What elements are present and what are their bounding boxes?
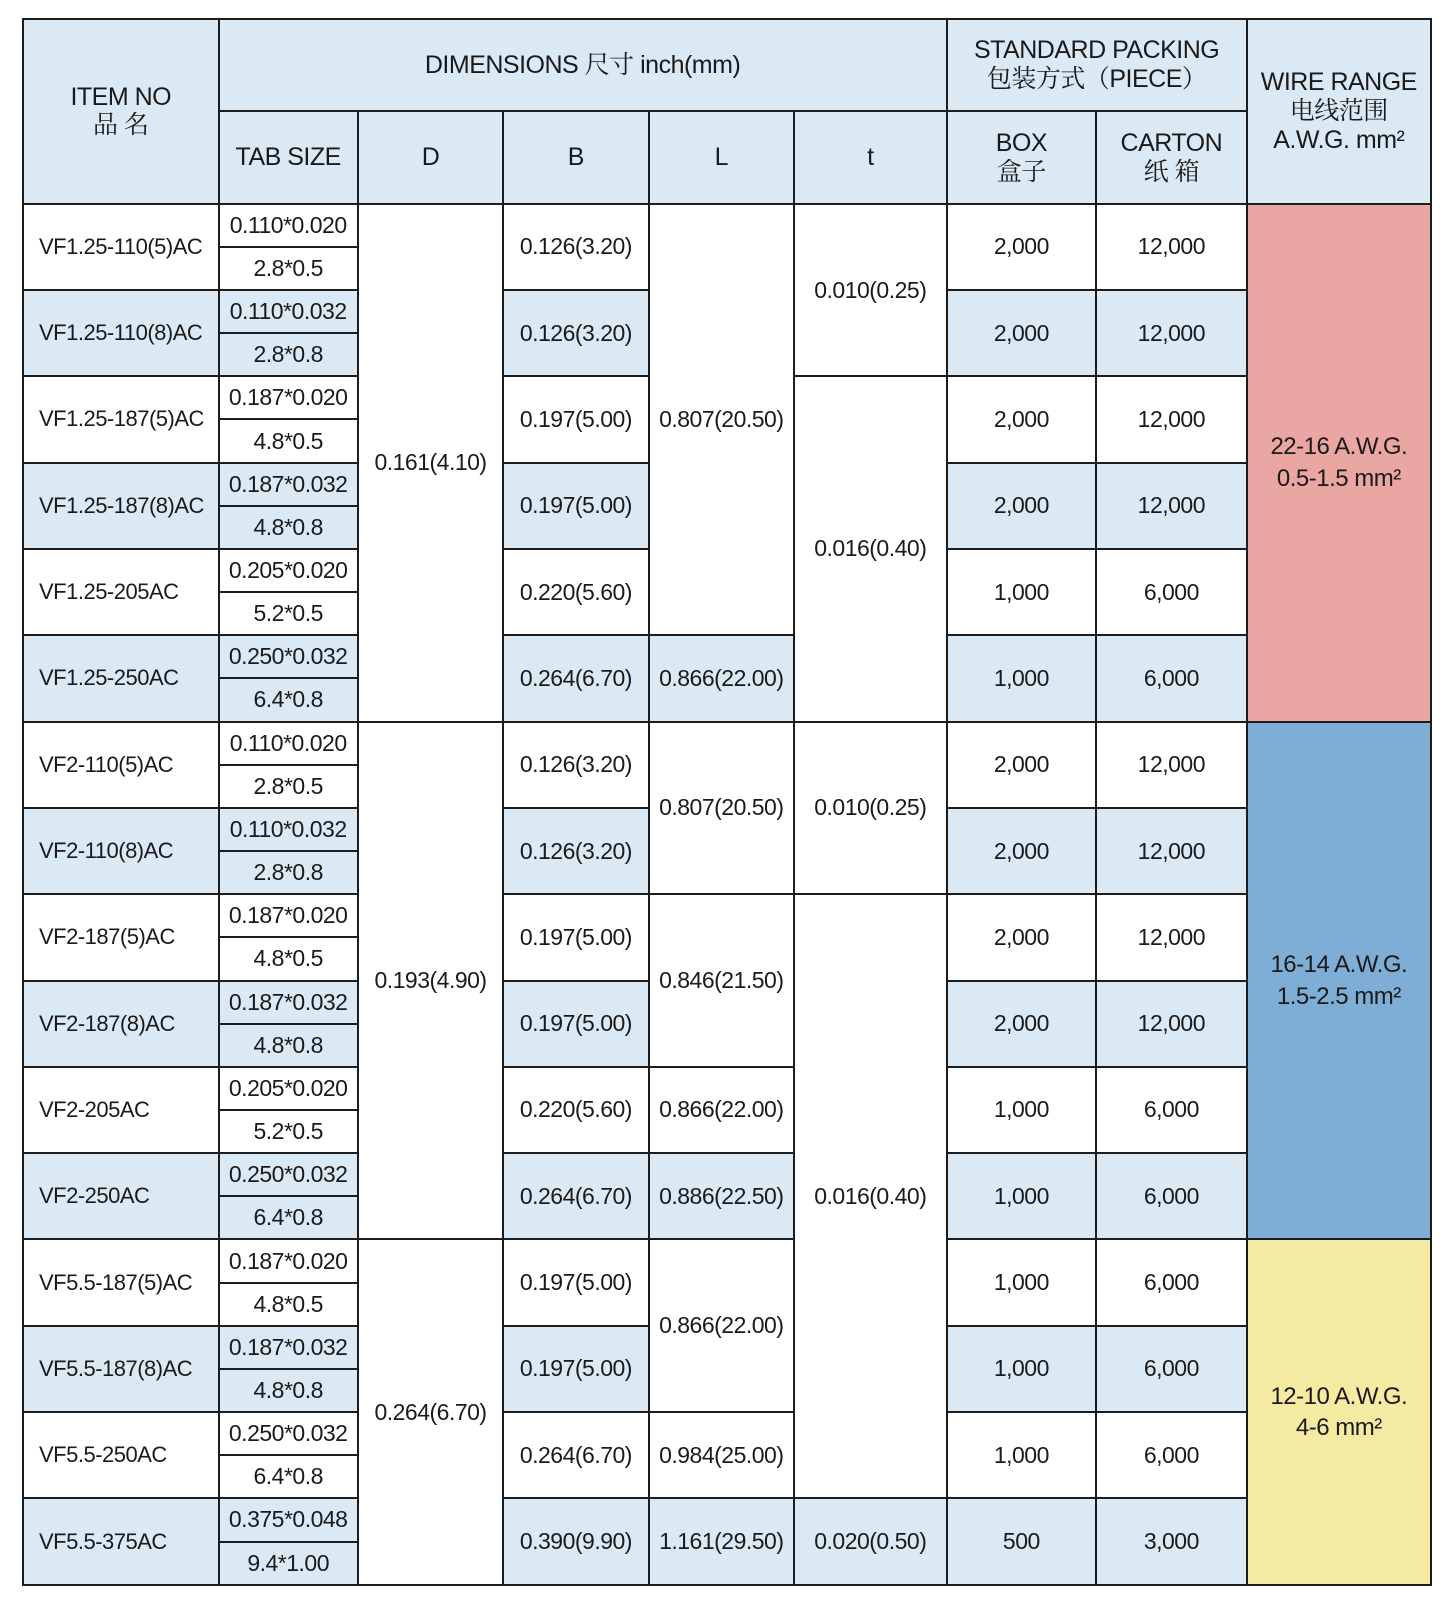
- l-cell: 0.984(25.00): [649, 1412, 794, 1498]
- table-row: [23, 894, 1431, 937]
- item-no-header: [23, 19, 219, 204]
- b-cell: 0.126(3.20): [503, 808, 648, 894]
- wire-range-awg: 16-14 A.W.G.: [1270, 951, 1408, 979]
- tab-size-mm-cell: 5.2*0.5: [219, 592, 358, 635]
- carton-cell: 6,000: [1096, 1326, 1247, 1412]
- item-no-cell: VF1.25-110(5)AC: [23, 204, 219, 290]
- table-row: [23, 1239, 1431, 1282]
- tab-size-inch-cell: 0.187*0.020: [219, 376, 358, 419]
- table-row: [23, 1412, 1431, 1455]
- wire-range-header: [1247, 19, 1431, 204]
- item-no-cell: VF5.5-187(8)AC: [23, 1326, 219, 1412]
- wire-range-cell: [1247, 204, 1431, 722]
- tab-size-mm-cell: 6.4*0.8: [219, 678, 358, 721]
- box-cn-label: 盒子: [996, 157, 1046, 186]
- tab-size-mm-cell: 4.8*0.5: [219, 937, 358, 980]
- item-no-cell: VF2-110(5)AC: [23, 722, 219, 808]
- table-row: [23, 1067, 1431, 1110]
- standard-packing-label: STANDARD PACKING: [973, 36, 1220, 65]
- l-cell: 0.846(21.50): [649, 894, 794, 1067]
- tab-size-mm-cell: 5.2*0.5: [219, 1110, 358, 1153]
- l-cell: 0.866(22.00): [649, 1067, 794, 1153]
- wire-range-awg: 12-10 A.W.G.: [1270, 1383, 1408, 1411]
- box-cell: 2,000: [947, 290, 1096, 376]
- tab-size-mm-cell: 6.4*0.8: [219, 1196, 358, 1239]
- t-cell: 0.010(0.25): [794, 722, 947, 895]
- box-label: BOX: [995, 128, 1047, 157]
- t-cell: 0.016(0.40): [794, 376, 947, 721]
- tab-size-inch-cell: 0.205*0.020: [219, 1067, 358, 1110]
- b-cell: 0.220(5.60): [503, 1067, 648, 1153]
- b-cell: 0.390(9.90): [503, 1498, 648, 1585]
- t-cell: 0.010(0.25): [794, 204, 947, 377]
- wire-range-mm2: 0.5-1.5 mm²: [1276, 464, 1401, 492]
- tab-size-header: TAB SIZE: [219, 111, 358, 203]
- b-cell: 0.264(6.70): [503, 1412, 648, 1498]
- carton-cell: 12,000: [1096, 204, 1247, 290]
- box-cell: 2,000: [947, 894, 1096, 980]
- box-cell: 2,000: [947, 981, 1096, 1067]
- carton-cell: 6,000: [1096, 549, 1247, 635]
- table-row: [23, 204, 1431, 247]
- table-row: [23, 635, 1431, 678]
- wire-range-cell: [1247, 1239, 1431, 1585]
- b-cell: 0.197(5.00): [503, 1239, 648, 1325]
- carton-cn-label: 纸 箱: [1143, 157, 1200, 186]
- carton-cell: 6,000: [1096, 1153, 1247, 1239]
- box-cell: 2,000: [947, 463, 1096, 549]
- b-cell: 0.197(5.00): [503, 1326, 648, 1412]
- box-cell: 1,000: [947, 635, 1096, 721]
- tab-size-inch-cell: 0.110*0.020: [219, 722, 358, 765]
- box-cell: 2,000: [947, 808, 1096, 894]
- b-cell: 0.197(5.00): [503, 463, 648, 549]
- table-row: [23, 722, 1431, 765]
- tab-size-mm-cell: 2.8*0.5: [219, 247, 358, 290]
- t-cell: 0.020(0.50): [794, 1498, 947, 1585]
- box-cell: 2,000: [947, 204, 1096, 290]
- box-cell: 1,000: [947, 1326, 1096, 1412]
- item-no-cell: VF1.25-250AC: [23, 635, 219, 721]
- item-no-cn-label: 品 名: [93, 111, 149, 140]
- b-cell: 0.264(6.70): [503, 1153, 648, 1239]
- item-no-cell: VF2-250AC: [23, 1153, 219, 1239]
- t-cell: 0.016(0.40): [794, 894, 947, 1498]
- wire-range-mm2: 4-6 mm²: [1295, 1414, 1382, 1442]
- tab-size-mm-cell: 2.8*0.5: [219, 765, 358, 808]
- tab-size-mm-cell: 2.8*0.8: [219, 851, 358, 894]
- box-header: [947, 111, 1096, 203]
- wire-range-cn-label: 电线范围: [1289, 96, 1388, 125]
- carton-label: CARTON: [1120, 128, 1223, 157]
- carton-cell: 12,000: [1096, 808, 1247, 894]
- wire-range-cell: [1247, 722, 1431, 1240]
- carton-cell: 12,000: [1096, 463, 1247, 549]
- tab-size-inch-cell: 0.187*0.020: [219, 894, 358, 937]
- standard-packing-header: [947, 19, 1247, 111]
- tab-size-inch-cell: 0.250*0.032: [219, 1153, 358, 1196]
- carton-cell: 6,000: [1096, 1412, 1247, 1498]
- tab-size-inch-cell: 0.250*0.032: [219, 635, 358, 678]
- d-header: D: [358, 111, 503, 203]
- box-cell: 2,000: [947, 376, 1096, 462]
- wire-range-mm2: 1.5-2.5 mm²: [1276, 982, 1401, 1010]
- item-no-cell: VF5.5-375AC: [23, 1498, 219, 1585]
- l-cell: 0.866(22.00): [649, 635, 794, 721]
- tab-size-mm-cell: 6.4*0.8: [219, 1455, 358, 1498]
- table-row: [23, 1153, 1431, 1196]
- b-cell: 0.197(5.00): [503, 376, 648, 462]
- item-no-cell: VF1.25-205AC: [23, 549, 219, 635]
- carton-cell: 12,000: [1096, 981, 1247, 1067]
- dimensions-header: DIMENSIONS 尺寸 inch(mm): [219, 19, 947, 111]
- carton-cell: 12,000: [1096, 722, 1247, 808]
- carton-cell: 6,000: [1096, 1239, 1247, 1325]
- b-cell: 0.197(5.00): [503, 981, 648, 1067]
- l-cell: 1.161(29.50): [649, 1498, 794, 1585]
- tab-size-inch-cell: 0.187*0.020: [219, 1239, 358, 1282]
- box-cell: 1,000: [947, 1153, 1096, 1239]
- box-cell: 2,000: [947, 722, 1096, 808]
- carton-cell: 12,000: [1096, 894, 1247, 980]
- tab-size-inch-cell: 0.205*0.020: [219, 549, 358, 592]
- box-cell: 500: [947, 1498, 1096, 1585]
- tab-size-inch-cell: 0.110*0.032: [219, 808, 358, 851]
- l-cell: 0.886(22.50): [649, 1153, 794, 1239]
- carton-cell: 6,000: [1096, 635, 1247, 721]
- tab-size-mm-cell: 4.8*0.8: [219, 506, 358, 549]
- item-no-cell: VF2-205AC: [23, 1067, 219, 1153]
- item-no-cell: VF2-187(8)AC: [23, 981, 219, 1067]
- tab-size-inch-cell: 0.187*0.032: [219, 1326, 358, 1369]
- tab-size-inch-cell: 0.250*0.032: [219, 1412, 358, 1455]
- box-cell: 1,000: [947, 1412, 1096, 1498]
- d-cell: 0.193(4.90): [358, 722, 503, 1240]
- tab-size-mm-cell: 9.4*1.00: [219, 1542, 358, 1585]
- box-cell: 1,000: [947, 549, 1096, 635]
- tab-size-inch-cell: 0.187*0.032: [219, 981, 358, 1024]
- box-cell: 1,000: [947, 1239, 1096, 1325]
- b-cell: 0.126(3.20): [503, 204, 648, 290]
- wire-range-awg: 22-16 A.W.G.: [1270, 433, 1408, 461]
- l-cell: 0.866(22.00): [649, 1239, 794, 1412]
- table-row: [23, 1498, 1431, 1541]
- standard-packing-cn-label: 包装方式（PIECE）: [986, 65, 1207, 94]
- b-cell: 0.197(5.00): [503, 894, 648, 980]
- box-cell: 1,000: [947, 1067, 1096, 1153]
- l-header: L: [649, 111, 794, 203]
- wire-range-label: WIRE RANGE: [1260, 68, 1417, 97]
- carton-cell: 12,000: [1096, 290, 1247, 376]
- l-cell: 0.807(20.50): [649, 722, 794, 895]
- tab-size-mm-cell: 4.8*0.5: [219, 419, 358, 462]
- l-cell: 0.807(20.50): [649, 204, 794, 636]
- tab-size-inch-cell: 0.187*0.032: [219, 463, 358, 506]
- item-no-cell: VF1.25-187(5)AC: [23, 376, 219, 462]
- tab-size-inch-cell: 0.110*0.032: [219, 290, 358, 333]
- tab-size-mm-cell: 4.8*0.8: [219, 1369, 358, 1412]
- terminal-spec-table: [22, 18, 1432, 1586]
- item-no-cell: VF5.5-250AC: [23, 1412, 219, 1498]
- item-no-cell: VF1.25-187(8)AC: [23, 463, 219, 549]
- wire-range-unit-label: A.W.G. mm²: [1273, 125, 1405, 154]
- carton-cell: 3,000: [1096, 1498, 1247, 1585]
- carton-cell: 6,000: [1096, 1067, 1247, 1153]
- tab-size-mm-cell: 2.8*0.8: [219, 333, 358, 376]
- item-no-cell: VF1.25-110(8)AC: [23, 290, 219, 376]
- b-cell: 0.126(3.20): [503, 722, 648, 808]
- item-no-cell: VF5.5-187(5)AC: [23, 1239, 219, 1325]
- b-cell: 0.220(5.60): [503, 549, 648, 635]
- tab-size-mm-cell: 4.8*0.5: [219, 1283, 358, 1326]
- d-cell: 0.264(6.70): [358, 1239, 503, 1585]
- t-header: t: [794, 111, 947, 203]
- b-cell: 0.264(6.70): [503, 635, 648, 721]
- b-header: B: [503, 111, 648, 203]
- item-no-cell: VF2-110(8)AC: [23, 808, 219, 894]
- tab-size-inch-cell: 0.110*0.020: [219, 204, 358, 247]
- item-no-label: ITEM NO: [70, 82, 172, 111]
- carton-header: [1096, 111, 1247, 203]
- carton-cell: 12,000: [1096, 376, 1247, 462]
- item-no-cell: VF2-187(5)AC: [23, 894, 219, 980]
- tab-size-mm-cell: 4.8*0.8: [219, 1024, 358, 1067]
- d-cell: 0.161(4.10): [358, 204, 503, 722]
- tab-size-inch-cell: 0.375*0.048: [219, 1498, 358, 1541]
- b-cell: 0.126(3.20): [503, 290, 648, 376]
